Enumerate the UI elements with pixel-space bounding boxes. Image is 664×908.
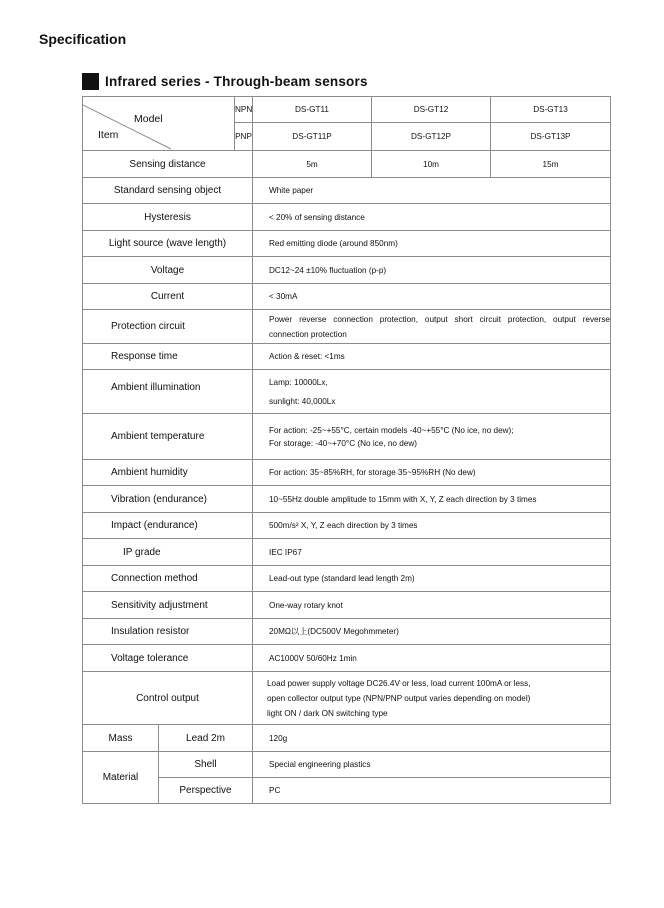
row-value: Action & reset: <1ms <box>253 344 611 370</box>
row-label: Response time <box>83 344 253 370</box>
row-value-line: Lamp: 10000Lx, <box>269 377 328 387</box>
table-row <box>83 204 611 231</box>
npn-label: NPN <box>235 97 253 123</box>
table-row <box>83 592 611 619</box>
row-value: IEC IP67 <box>253 539 611 566</box>
row-value: Power reverse connection protection, output short circuit protection, output reverse connection protection <box>253 310 611 344</box>
row-value <box>253 414 611 460</box>
row-value-line: open collector output type (NPN/PNP output varies depending on model) <box>267 693 531 703</box>
row-value: < 30mA <box>253 284 611 310</box>
row-value: AC1000V 50/60Hz 1min <box>253 645 611 672</box>
pnp-model-2: DS-GT12P <box>372 123 491 151</box>
npn-model-3: DS-GT13 <box>491 97 611 123</box>
pnp-model-1: DS-GT11P <box>253 123 372 151</box>
sensing-distance-value-3: 15m <box>491 151 611 178</box>
row-label: Sensitivity adjustment <box>83 592 253 619</box>
table-row <box>83 370 611 414</box>
header-row-npn <box>83 97 611 123</box>
table-row <box>83 414 611 460</box>
row-label: Ambient humidity <box>83 460 253 486</box>
pnp-model-3: DS-GT13P <box>491 123 611 151</box>
row-value-line: light ON / dark ON switching type <box>267 708 388 718</box>
table-row <box>83 619 611 645</box>
table-row <box>83 231 611 257</box>
row-label: Light source (wave length) <box>83 231 253 257</box>
table-row <box>83 672 611 725</box>
table-row <box>83 566 611 592</box>
row-value: DC12~24 ±10% fluctuation (p-p) <box>253 257 611 284</box>
row-label: Standard sensing object <box>83 178 253 204</box>
row-label: Current <box>83 284 253 310</box>
row-label: Voltage <box>83 257 253 284</box>
row-value: Red emitting diode (around 850nm) <box>253 231 611 257</box>
row-label: Sensing distance <box>83 151 253 178</box>
table-row <box>83 539 611 566</box>
model-label: Model <box>134 113 163 125</box>
mass-sub-label: Lead 2m <box>159 725 253 752</box>
table-row <box>83 725 611 752</box>
row-label: Ambient temperature <box>83 414 253 460</box>
row-value: < 20% of sensing distance <box>253 204 611 231</box>
table-row <box>83 645 611 672</box>
npn-model-1: DS-GT11 <box>253 97 372 123</box>
material-shell-label: Shell <box>159 752 253 778</box>
pnp-label: PNP <box>235 123 253 151</box>
row-label: Protection circuit <box>83 310 253 344</box>
table-row <box>83 752 611 778</box>
sensing-distance-value-2: 10m <box>372 151 491 178</box>
section-marker-square <box>82 73 99 90</box>
row-label: Insulation resistor <box>83 619 253 645</box>
item-label: Item <box>98 129 119 141</box>
section-heading <box>82 72 368 90</box>
row-value: One-way rotary knot <box>253 592 611 619</box>
row-value-line: Load power supply voltage DC26.4V or less, load current 100mA or less, <box>267 678 531 688</box>
table-row <box>83 513 611 539</box>
npn-model-2: DS-GT12 <box>372 97 491 123</box>
row-value-line: sunlight: 40,000Lx <box>269 396 336 406</box>
mass-label: Mass <box>83 725 159 752</box>
table-row <box>83 178 611 204</box>
material-perspective-value: PC <box>253 778 611 804</box>
table-row <box>83 778 611 804</box>
specification-table <box>82 96 611 804</box>
table-row <box>83 310 611 344</box>
row-label: Ambient illumination <box>83 370 253 414</box>
row-label: Impact (endurance) <box>83 513 253 539</box>
row-label: Hysteresis <box>83 204 253 231</box>
row-value-line: For storage: -40~+70°C (No ice, no dew) <box>269 438 417 448</box>
row-value: Lead-out type (standard lead length 2m) <box>253 566 611 592</box>
row-label: IP grade <box>83 539 253 566</box>
sensing-distance-value-1: 5m <box>253 151 372 178</box>
row-value <box>253 672 611 725</box>
table-row <box>83 151 611 178</box>
section-title: Infrared series - Through-beam sensors <box>105 73 368 89</box>
material-label: Material <box>83 752 159 804</box>
row-value: For action: 35~85%RH, for storage 35~95%RH (No dew) <box>253 460 611 486</box>
table-row <box>83 284 611 310</box>
row-value: 500m/s² X, Y, Z each direction by 3 times <box>253 513 611 539</box>
row-value-line: For action: -25~+55°C, certain models -40~+55°C (No ice, no dew); <box>269 425 514 435</box>
row-value <box>253 370 611 414</box>
mass-value: 120g <box>253 725 611 752</box>
table-row <box>83 460 611 486</box>
material-perspective-label: Perspective <box>159 778 253 804</box>
material-shell-value: Special engineering plastics <box>253 752 611 778</box>
row-label: Control output <box>83 672 253 725</box>
row-label: Connection method <box>83 566 253 592</box>
page-title: Specification <box>39 31 127 47</box>
table-row <box>83 257 611 284</box>
row-label: Voltage tolerance <box>83 645 253 672</box>
row-value: White paper <box>253 178 611 204</box>
table-row <box>83 486 611 513</box>
table-row <box>83 344 611 370</box>
row-value: 20MΩ以上(DC500V Megohmmeter) <box>253 619 611 645</box>
model-item-corner-cell <box>83 97 235 151</box>
row-label: Vibration (endurance) <box>83 486 253 513</box>
row-value: 10~55Hz double amplitude to 15mm with X, Y, Z each direction by 3 times <box>253 486 611 513</box>
